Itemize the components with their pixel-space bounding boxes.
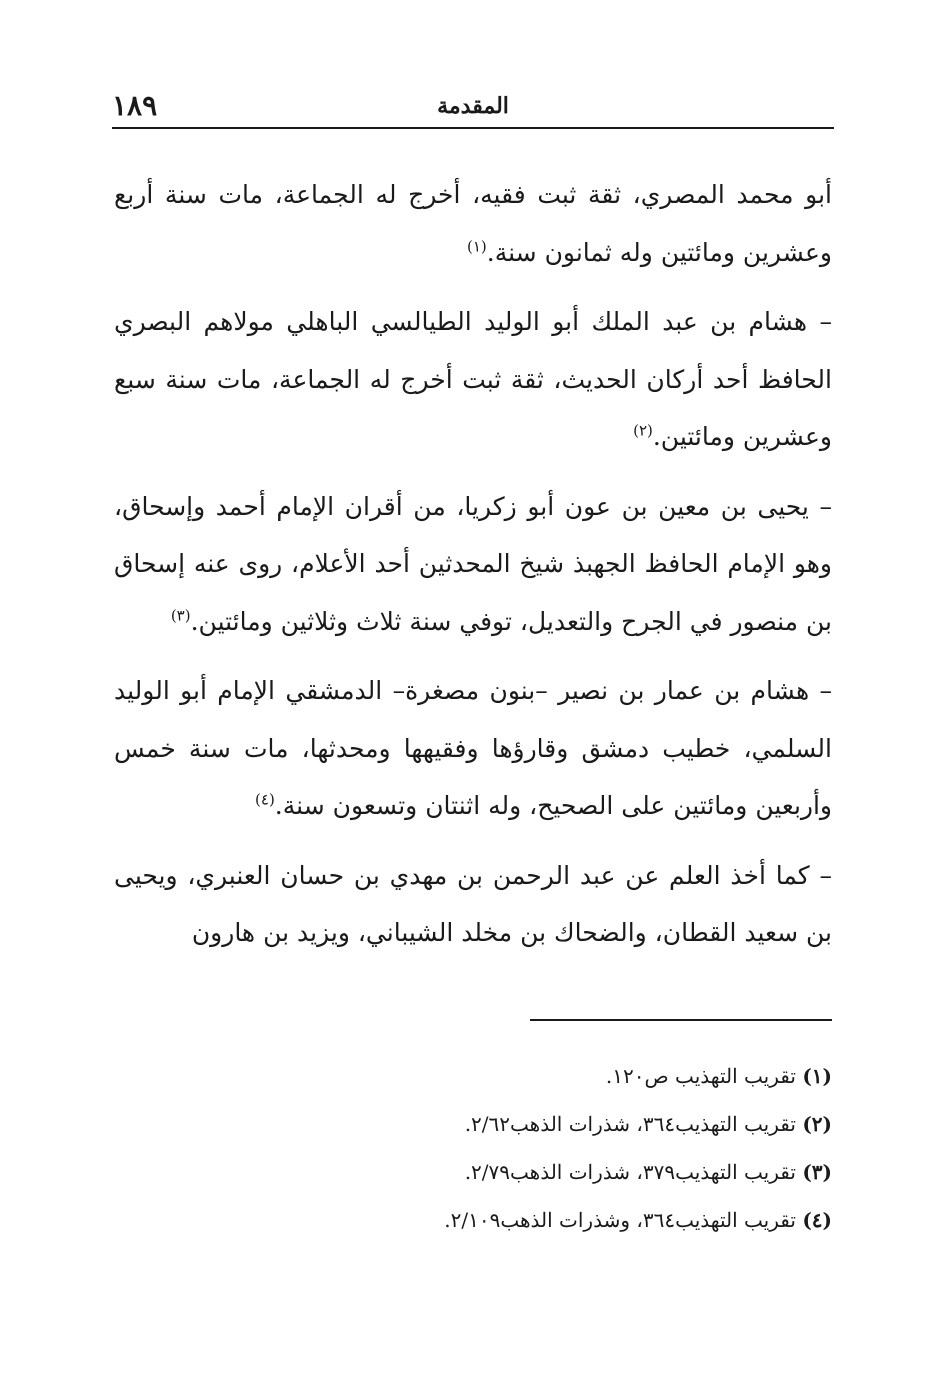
footnote-text: تقريب التهذيب٣٧٩، شذرات الذهب٢/٧٩.: [464, 1160, 796, 1184]
paragraph: [114, 293, 832, 466]
footnote-marker: (٤): [255, 790, 275, 809]
footnotes: [114, 1052, 832, 1244]
footnote: [114, 1196, 832, 1244]
footnote-marker: (٣): [170, 606, 191, 625]
paragraph: [114, 478, 832, 651]
paragraph: [114, 662, 832, 835]
paragraph: [114, 847, 832, 962]
paragraph-text: – هشام بن عبد الملك أبو الوليد الطيالسي الباهلي مولاهم البصري الحافظ أحد أركان الحديث، ثقة ثبت أخرج له الجماعة، مات سنة سبع وعشرين ومائتين.: [114, 307, 832, 451]
header-rule: [112, 127, 834, 129]
footnote-number: (٢): [802, 1112, 832, 1136]
footnote-number: (٣): [802, 1160, 832, 1184]
paragraph: [114, 166, 832, 281]
paragraph-text: – يحيى بن معين بن عون أبو زكريا، من أقران الإمام أحمد وإسحاق، وهو الإمام الحافظ الجهبذ شيخ المحدثين أحد الأعلام، روى عنه إسحاق بن منصور في الجرح والتعديل، توفي سنة ثلاث وثلاثين ومائتين.: [114, 491, 832, 636]
running-title: المقدمة: [437, 93, 509, 119]
footnote-separator: [530, 1019, 832, 1021]
footnote-text: تقريب التهذيب٣٦٤، وشذرات الذهب٢/١٠٩.: [444, 1208, 796, 1232]
footnote: [114, 1100, 832, 1148]
paragraph-text: – كما أخذ العلم عن عبد الرحمن بن مهدي بن حسان العنبري، ويحيى بن سعيد القطان، والضحاك بن مخلد الشيباني، ويزيد بن هارون: [114, 860, 832, 947]
footnote: [114, 1052, 832, 1100]
page-number: ١٨٩: [112, 89, 158, 122]
footnote-number: (١): [802, 1064, 832, 1088]
footnote-number: (٤): [802, 1208, 832, 1232]
paragraph-text: أبو محمد المصري، ثقة ثبت فقيه، أخرج له الجماعة، مات سنة أربع وعشرين ومائتين وله ثمانون سنة.: [114, 180, 832, 267]
footnote-text: تقريب التهذيب ص١٢٠.: [605, 1064, 796, 1088]
footnote-marker: (٢): [633, 421, 653, 440]
footnote-text: تقريب التهذيب٣٦٤، شذرات الذهب٢/٦٢.: [464, 1112, 796, 1136]
footnote: [114, 1148, 832, 1196]
paragraph-text: – هشام بن عمار بن نصير –بنون مصغرة– الدمشقي الإمام أبو الوليد السلمي، خطيب دمشق وقارؤها وفقيهها ومحدثها، مات سنة خمس وأربعين ومائتين على الصحيح، وله اثنتان وتسعون سنة.: [114, 676, 832, 820]
main-text: [114, 166, 832, 974]
footnote-marker: (١): [467, 237, 487, 256]
page-header: [112, 88, 834, 128]
